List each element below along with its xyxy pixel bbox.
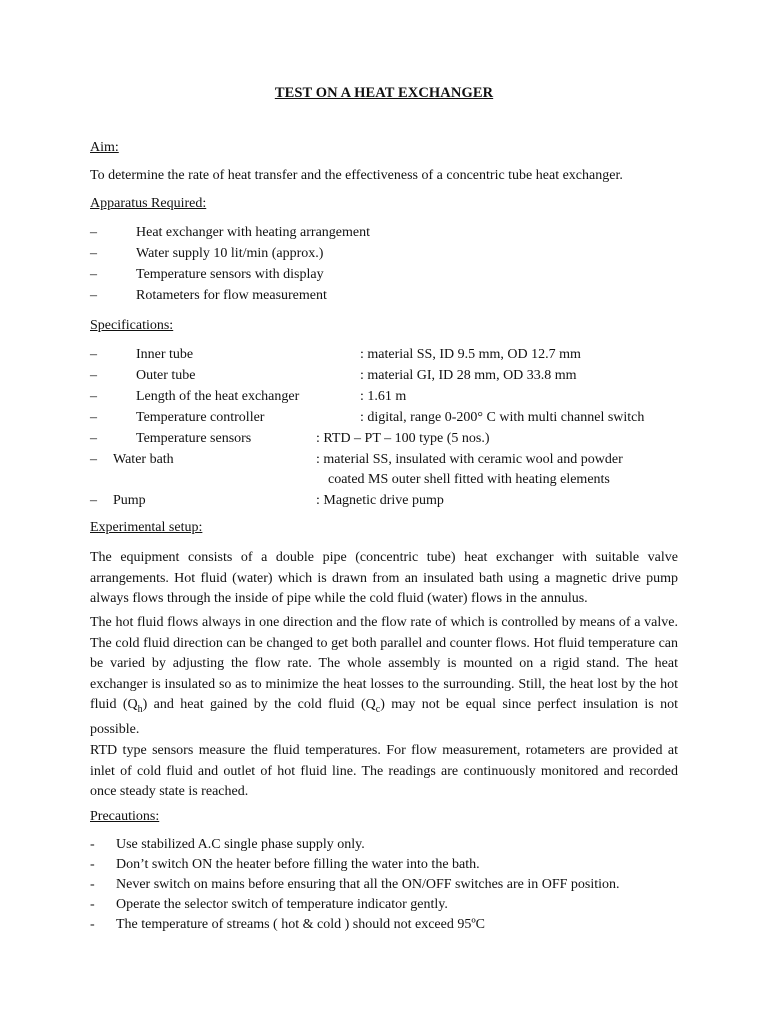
precautions-heading: Precautions:	[90, 809, 160, 824]
bullet-dash: –	[90, 347, 97, 362]
spec-value: : material GI, ID 28 mm, OD 33.8 mm	[360, 368, 577, 383]
precaution-text: Never switch on mains before ensuring that all the ON/OFF switches are in OFF position.	[116, 877, 620, 892]
setup-p2-text-a: The hot fluid flows always in one direction and the flow rate of which is controlled by means of a valve. The cold fluid direction can be changed to get both parallel and counter flows. Hot fluid temperature can be varied by adjusting the flow rate. The whole assembly is mounted on a rigid stand. The heat exchanger is insulated so as to minimize the heat losses to the surrounding. Still, the heat lost by the hot fluid (Q	[90, 615, 678, 712]
precaution-text: The temperature of streams ( hot & cold ) should not exceed 95ºC	[116, 917, 486, 932]
spec-label: Outer tube	[136, 368, 196, 383]
specifications-heading: Specifications:	[90, 318, 174, 333]
bullet-dash: –	[90, 389, 97, 404]
spec-value: : digital, range 0-200° C with multi channel switch	[360, 410, 645, 425]
bullet-dash: -	[90, 877, 95, 892]
setup-paragraph-1: The equipment consists of a double pipe (concentric tube) heat exchanger with suitable valve arrangements. Hot fluid (water) which is drawn from an insulated bath using a magnetic drive pump always flows through the inside of pipe while the cold fluid (water) flows in the annulus.	[90, 550, 678, 606]
bullet-dash: –	[90, 225, 97, 240]
document-title: TEST ON A HEAT EXCHANGER	[274, 85, 494, 101]
spec-label: Pump	[113, 493, 146, 508]
spec-label: Length of the heat exchanger	[136, 389, 300, 404]
spec-value-continuation: coated MS outer shell fitted with heating elements	[328, 472, 610, 487]
apparatus-item-text: Water supply 10 lit/min (approx.)	[136, 246, 324, 261]
precaution-text: Operate the selector switch of temperature indicator gently.	[116, 897, 448, 912]
spec-value: : material SS, ID 9.5 mm, OD 12.7 mm	[360, 347, 581, 362]
setup-p2-text-b: ) and heat gained by the cold fluid (Q	[142, 697, 376, 712]
setup-paragraph-2	[90, 613, 678, 741]
spec-label: Temperature sensors	[136, 431, 252, 446]
bullet-dash: –	[90, 246, 97, 261]
precaution-text: Don’t switch ON the heater before filling the water into the bath.	[116, 857, 480, 872]
spec-value: : 1.61 m	[360, 389, 407, 404]
bullet-dash: -	[90, 837, 95, 852]
subscript-c: c	[375, 703, 381, 715]
bullet-dash: –	[90, 493, 97, 508]
spec-value: : RTD – PT – 100 type (5 nos.)	[316, 431, 490, 446]
setup-paragraph-3: RTD type sensors measure the fluid temperatures. For flow measurement, rotameters are provided at inlet of cold fluid and outlet of hot fluid line. The readings are continuously monitored and recorded once steady state is reached.	[90, 743, 678, 799]
bullet-dash: -	[90, 857, 95, 872]
aim-heading: Aim:	[90, 140, 119, 155]
bullet-dash: -	[90, 917, 95, 932]
subscript-h: h	[137, 703, 143, 715]
spec-label: Inner tube	[136, 347, 194, 362]
bullet-dash: –	[90, 368, 97, 383]
bullet-dash: –	[90, 452, 97, 467]
precaution-text: Use stabilized A.C single phase supply only.	[116, 837, 365, 852]
spec-value: : Magnetic drive pump	[316, 493, 444, 508]
spec-label: Temperature controller	[136, 410, 265, 425]
spec-value: : material SS, insulated with ceramic wool and powder	[316, 452, 623, 467]
setup-heading: Experimental setup:	[90, 520, 203, 535]
bullet-dash: –	[90, 410, 97, 425]
bullet-dash: –	[90, 267, 97, 282]
aim-text: To determine the rate of heat transfer and the effectiveness of a concentric tube heat exchanger.	[90, 168, 623, 183]
apparatus-item-text: Temperature sensors with display	[136, 267, 324, 282]
bullet-dash: -	[90, 897, 95, 912]
spec-label: Water bath	[113, 452, 174, 467]
bullet-dash: –	[90, 431, 97, 446]
bullet-dash: –	[90, 288, 97, 303]
apparatus-item-text: Rotameters for flow measurement	[136, 288, 327, 303]
setup-p2-text-c: ) may not be equal since perfect insulation is not possible.	[90, 697, 679, 738]
apparatus-heading: Apparatus Required:	[90, 196, 207, 211]
apparatus-item-text: Heat exchanger with heating arrangement	[136, 225, 371, 240]
